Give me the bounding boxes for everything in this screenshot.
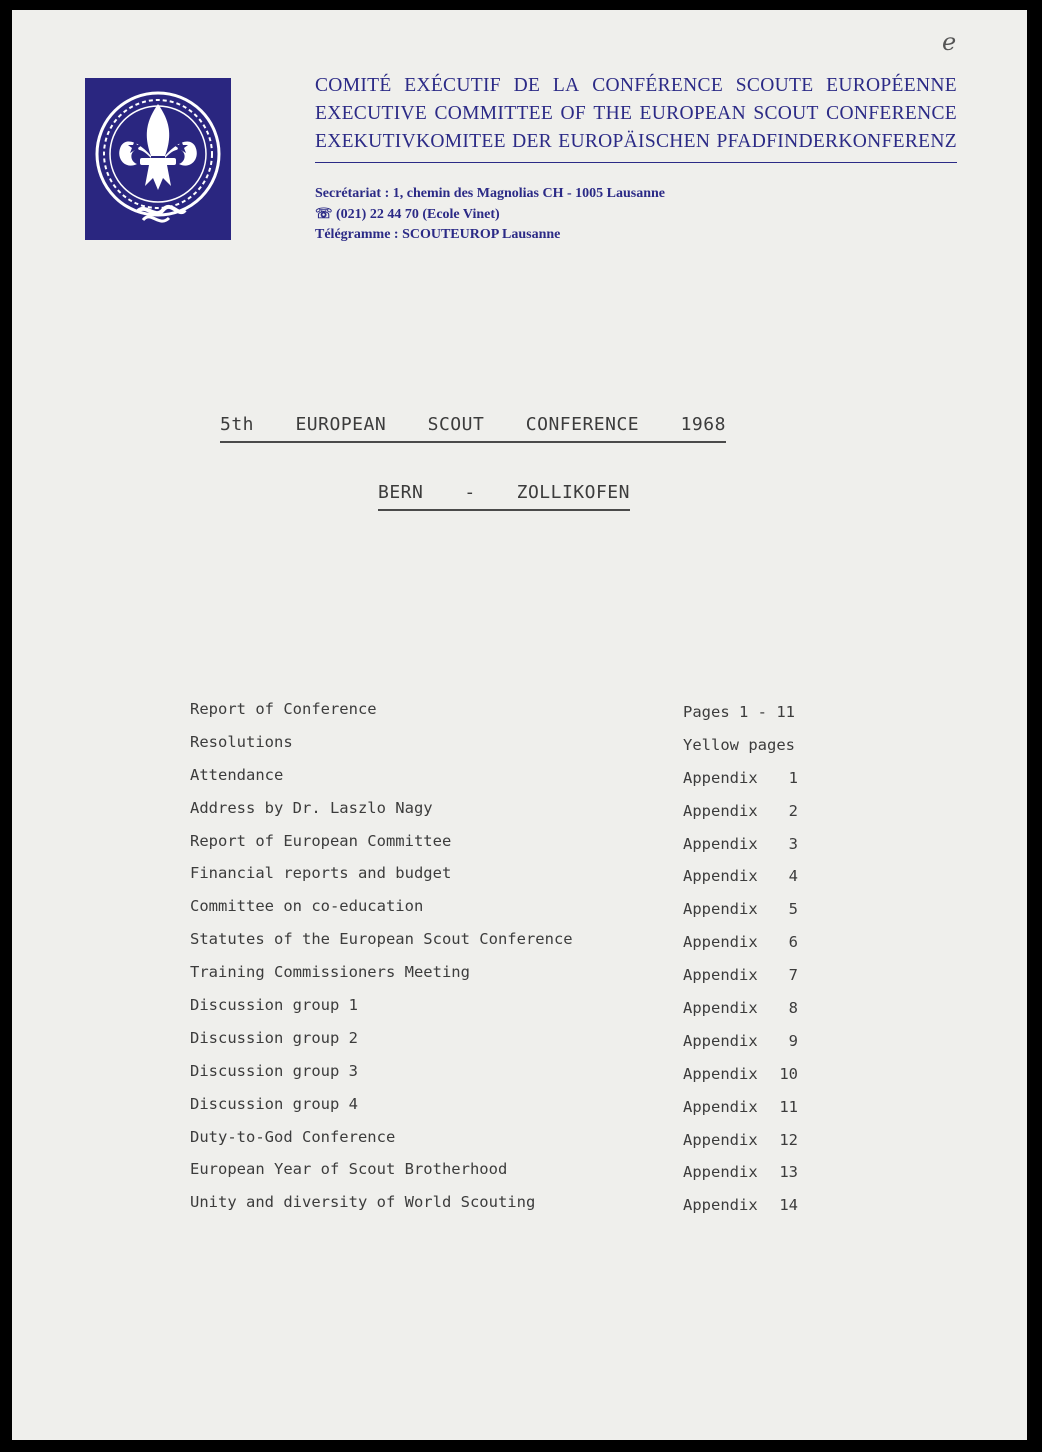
toc-entry-title: Unity and diversity of World Scouting (190, 1193, 536, 1212)
toc-entry-appendix-number: 1 (788, 768, 798, 787)
toc-entry-title: Discussion group 2 (190, 1028, 358, 1047)
toc-entry-title: Discussion group 4 (190, 1094, 358, 1113)
toc-row (190, 996, 800, 1029)
phone-line: ☏ (021) 22 44 70 (Ecole Vinet) (315, 206, 500, 222)
toc-entry-reference: Appendix (683, 867, 758, 886)
letterhead-line-fr: COMITÉ EXÉCUTIF DE LA CONFÉRENCE SCOUTE EUROPÉENNE (315, 75, 957, 96)
toc-entry-reference: Appendix (683, 1097, 758, 1116)
toc-entry-reference: Appendix (683, 1163, 758, 1182)
document-subtitle: BERN - ZOLLIKOFEN (378, 482, 630, 511)
letterhead-line-en: EXECUTIVE COMMITTEE OF THE EUROPEAN SCOUT CONFERENCE (315, 103, 957, 124)
document-title: 5th EUROPEAN SCOUT CONFERENCE 1968 (220, 414, 726, 443)
toc-entry-title: Statutes of the European Scout Conference (190, 930, 573, 949)
toc-entry-appendix-number: 10 (779, 1064, 798, 1083)
toc-row (190, 864, 800, 897)
toc-entry-appendix-number: 4 (788, 867, 798, 886)
toc-row (190, 832, 800, 865)
address-line: Secrétariat : 1, chemin des Magnolias CH - 1005 Lausanne (315, 186, 665, 201)
toc-entry-reference: Yellow pages (683, 735, 795, 754)
letterhead-line-de: EXEKUTIVKOMITEE DER EUROPÄISCHEN PFADFINDERKONFERENZ (315, 131, 957, 152)
toc-row (190, 733, 800, 766)
toc-entry-appendix-number: 3 (788, 834, 798, 853)
toc-entry-appendix-number: 8 (788, 999, 798, 1018)
toc-entry-reference: Appendix (683, 999, 758, 1018)
toc-row (190, 930, 800, 963)
document-page (12, 10, 1027, 1440)
toc-entry-appendix-number: 5 (788, 900, 798, 919)
toc-entry-title: Address by Dr. Laszlo Nagy (190, 798, 433, 817)
toc-entry-appendix-number: 2 (788, 801, 798, 820)
toc-row (190, 1128, 800, 1161)
toc-entry-title: Discussion group 3 (190, 1061, 358, 1080)
toc-entry-reference: Appendix (683, 834, 758, 853)
toc-entry-title: Report of Conference (190, 700, 377, 718)
toc-entry-title: Discussion group 1 (190, 996, 358, 1015)
toc-entry-reference: Pages 1 - 11 (683, 703, 795, 721)
toc-entry-title: Financial reports and budget (190, 864, 452, 883)
toc-entry-reference: Appendix (683, 900, 758, 919)
toc-row (190, 1160, 800, 1193)
toc-entry-title: Duty-to-God Conference (190, 1127, 396, 1146)
toc-entry-reference: Appendix (683, 1064, 758, 1083)
handwritten-mark: e (942, 28, 957, 56)
toc-row (190, 963, 800, 996)
table-of-contents (190, 700, 800, 1226)
toc-entry-appendix-number: 11 (779, 1097, 798, 1116)
toc-row (190, 1193, 800, 1226)
toc-entry-appendix-number: 13 (779, 1163, 798, 1182)
toc-entry-appendix-number: 6 (788, 933, 798, 952)
toc-row (190, 700, 800, 733)
letterhead-divider (315, 162, 957, 163)
toc-entry-title: Attendance (190, 765, 284, 784)
toc-entry-reference: Appendix (683, 801, 758, 820)
toc-row (190, 897, 800, 930)
letterhead (315, 72, 957, 163)
toc-entry-title: Resolutions (190, 732, 293, 751)
toc-entry-title: Training Commissioners Meeting (190, 963, 470, 982)
toc-entry-appendix-number: 9 (788, 1031, 798, 1050)
telegram-line: Télégramme : SCOUTEUROP Lausanne (315, 227, 561, 242)
toc-entry-reference: Appendix (683, 966, 758, 985)
toc-row (190, 766, 800, 799)
toc-entry-reference: Appendix (683, 1031, 758, 1050)
toc-row (190, 1029, 800, 1062)
toc-entry-appendix-number: 7 (788, 966, 798, 985)
secretariat-address (315, 184, 665, 246)
toc-entry-title: Committee on co-education (190, 897, 424, 916)
toc-entry-reference: Appendix (683, 768, 758, 787)
toc-entry-reference: Appendix (683, 1130, 758, 1149)
toc-entry-appendix-number: 14 (779, 1196, 798, 1215)
toc-entry-appendix-number: 12 (779, 1130, 798, 1149)
toc-entry-reference: Appendix (683, 1196, 758, 1215)
toc-row (190, 1095, 800, 1128)
scout-emblem-logo (85, 78, 231, 240)
toc-entry-title: Report of European Committee (190, 831, 452, 850)
toc-entry-title: European Year of Scout Brotherhood (190, 1160, 508, 1179)
toc-row (190, 1062, 800, 1095)
toc-entry-reference: Appendix (683, 933, 758, 952)
toc-row (190, 799, 800, 832)
